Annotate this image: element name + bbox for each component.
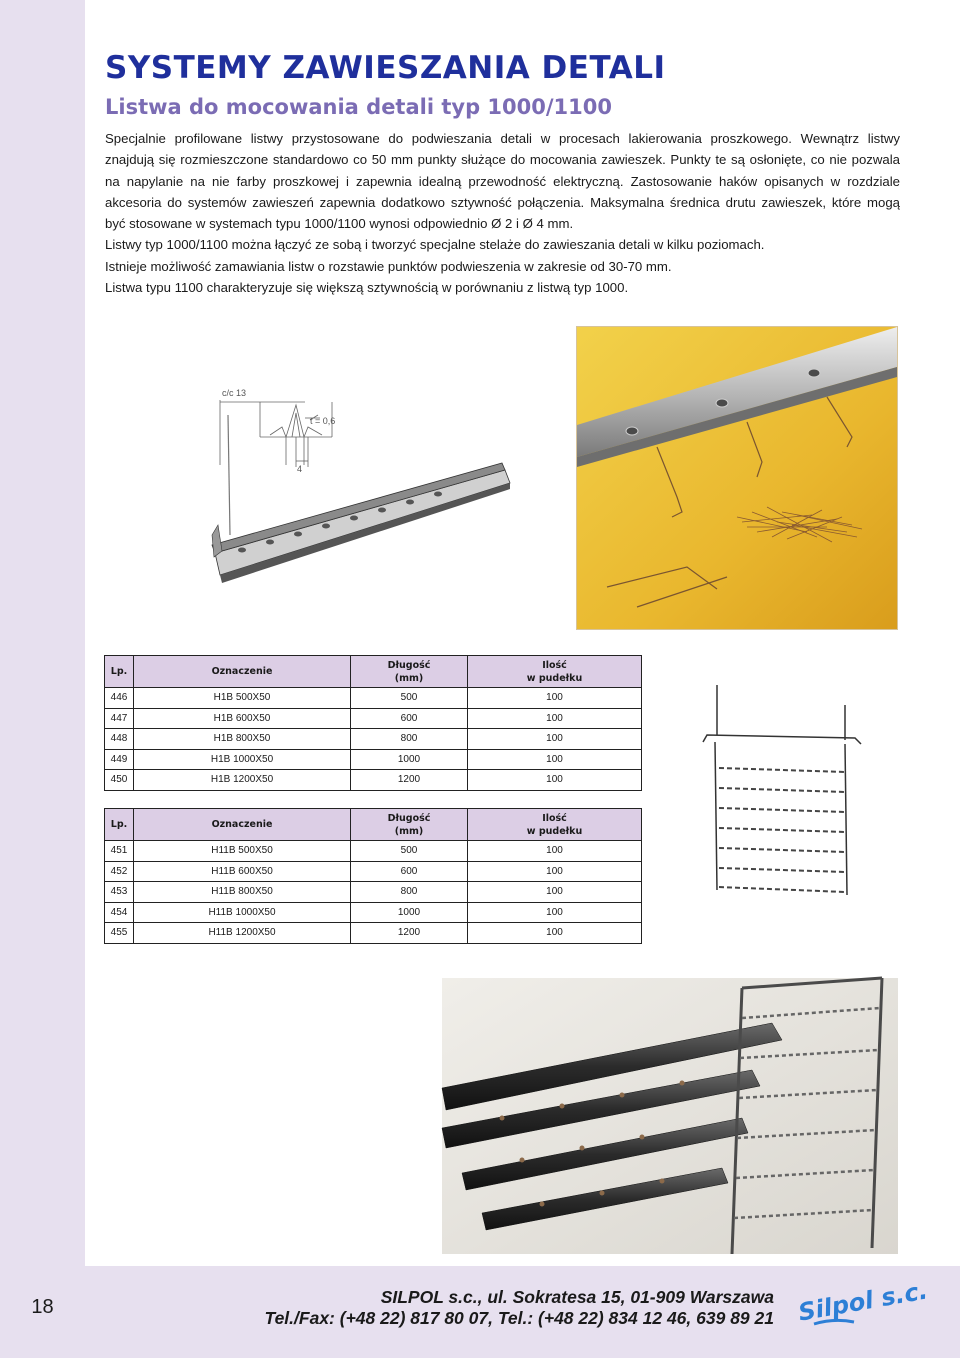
col-oznaczenie: Oznaczenie <box>134 656 351 688</box>
col-dlugosc-unit: (mm) <box>394 825 424 837</box>
col-ilosc-unit: w pudełku <box>526 672 583 684</box>
section-subtitle: Listwa do mocowania detali typ 1000/1100 <box>105 95 612 119</box>
table-row <box>105 841 642 862</box>
col-dlugosc <box>351 809 468 841</box>
col-dlugosc-unit: (mm) <box>394 672 424 684</box>
cell-dlugosc: 1200 <box>351 923 468 944</box>
cell-lp: 452 <box>105 861 134 882</box>
page-title: SYSTEMY ZAWIESZANIA DETALI <box>105 50 666 86</box>
cell-ilosc: 100 <box>468 708 642 729</box>
logo-text: Silpol s.c. <box>796 1276 930 1327</box>
cell-dlugosc: 600 <box>351 708 468 729</box>
cell-dlugosc: 800 <box>351 882 468 903</box>
col-dlugosc <box>351 656 468 688</box>
table-row <box>105 708 642 729</box>
footer-contact: Tel./Fax: (+48 22) 817 80 07, Tel.: (+48 22) 834 12 46, 639 89 21 <box>264 1308 774 1328</box>
cell-ilosc: 100 <box>468 770 642 791</box>
cell-ilosc: 100 <box>468 841 642 862</box>
cell-lp: 450 <box>105 770 134 791</box>
cell-lp: 447 <box>105 708 134 729</box>
col-ilosc-unit: w pudełku <box>526 825 583 837</box>
cell-dlugosc: 1000 <box>351 749 468 770</box>
col-dlugosc-label: Długość <box>387 659 431 671</box>
drawing-label-width: 4 <box>297 464 303 474</box>
table-row <box>105 729 642 750</box>
cell-lp: 448 <box>105 729 134 750</box>
cell-lp: 455 <box>105 923 134 944</box>
cell-dlugosc: 800 <box>351 729 468 750</box>
product-table-1100 <box>104 808 642 944</box>
page-number: 18 <box>31 1296 54 1318</box>
table-row <box>105 749 642 770</box>
cell-lp: 451 <box>105 841 134 862</box>
cell-oznaczenie: H1B 600X50 <box>134 708 351 729</box>
drawing-label-cc: c/c 13 <box>222 388 247 398</box>
cell-ilosc: 100 <box>468 882 642 903</box>
table-row <box>105 770 642 791</box>
drawing-label-thickness: t = 0,6 <box>310 416 336 426</box>
col-dlugosc-label: Długość <box>387 812 431 824</box>
cell-lp: 453 <box>105 882 134 903</box>
col-ilosc <box>468 656 642 688</box>
cell-dlugosc: 500 <box>351 841 468 862</box>
cell-lp: 449 <box>105 749 134 770</box>
cell-oznaczenie: H11B 1200X50 <box>134 923 351 944</box>
intro-line: Specjalnie profilowane listwy przystosowane do podwieszania detali w procesach lakierowania proszkowego. Wewnątrz listwy <box>105 131 900 146</box>
cell-ilosc: 100 <box>468 688 642 709</box>
col-ilosc-label: Ilość <box>542 659 567 671</box>
cell-dlugosc: 1000 <box>351 902 468 923</box>
cell-oznaczenie: H1B 1200X50 <box>134 770 351 791</box>
cell-oznaczenie: H11B 600X50 <box>134 861 351 882</box>
cell-oznaczenie: H1B 1000X50 <box>134 749 351 770</box>
intro-line: Istnieje możliwość zamawiania listw o rozstawie punktów podwieszenia w zakresie od 30-70 mm. <box>105 258 672 274</box>
footer-address: SILPOL s.c., ul. Sokratesa 15, 01-909 Warszawa <box>380 1287 774 1307</box>
cell-ilosc: 100 <box>468 902 642 923</box>
cell-oznaczenie: H1B 800X50 <box>134 729 351 750</box>
col-ilosc <box>468 809 642 841</box>
cell-dlugosc: 600 <box>351 861 468 882</box>
cell-ilosc: 100 <box>468 923 642 944</box>
table-row <box>105 688 642 709</box>
cell-lp: 454 <box>105 902 134 923</box>
intro-line: być stosowane w systemach typu 1000/1100 wynosi odpowiednio Ø 2 i Ø 4 mm. <box>105 216 574 232</box>
cell-dlugosc: 500 <box>351 688 468 709</box>
cell-ilosc: 100 <box>468 861 642 882</box>
table-row <box>105 902 642 923</box>
intro-line: Listwa typu 1100 charakteryzuje się większą sztywnością w porównaniu z listwą typ 1000. <box>105 280 629 296</box>
rail-profile-drawing <box>200 375 520 600</box>
cell-ilosc: 100 <box>468 729 642 750</box>
cell-oznaczenie: H11B 1000X50 <box>134 902 351 923</box>
intro-line: na napylanie na nie farby proszkowej i zapewnia idealną przewodność elektryczną. Zastosowanie haków opisanych w rozdziale <box>105 173 900 189</box>
table-row <box>105 882 642 903</box>
silpol-logo <box>794 1276 930 1334</box>
intro-text <box>105 128 900 298</box>
cell-oznaczenie: H11B 500X50 <box>134 841 351 862</box>
rack-drawing <box>695 680 870 900</box>
cell-oznaczenie: H1B 500X50 <box>134 688 351 709</box>
col-lp: Lp. <box>105 809 134 841</box>
col-ilosc-label: Ilość <box>542 812 567 824</box>
col-oznaczenie: Oznaczenie <box>134 809 351 841</box>
table-row <box>105 923 642 944</box>
product-table-1000 <box>104 655 642 791</box>
rails-and-rack-photo <box>442 978 898 1254</box>
cell-dlugosc: 1200 <box>351 770 468 791</box>
intro-line: znajdują się rozmieszczone standardowo co 50 mm punkty służące do mocowania zawieszek. Punkty te są osłonięte, co nie pozwala <box>105 152 900 168</box>
rail-with-hooks-photo <box>576 326 898 630</box>
cell-lp: 446 <box>105 688 134 709</box>
cell-oznaczenie: H11B 800X50 <box>134 882 351 903</box>
side-strip <box>0 0 85 1358</box>
table-row <box>105 861 642 882</box>
col-lp: Lp. <box>105 656 134 688</box>
intro-line: akcesoria do systemów zawieszeń zapewnia dodatkowo sztywność połączenia. Maksymalna średnica drutu zawieszek, które mogą <box>105 194 900 210</box>
cell-ilosc: 100 <box>468 749 642 770</box>
intro-line: Listwy typ 1000/1100 można łączyć ze sobą i tworzyć specjalne stelaże do zawieszania detali w kilku poziomach. <box>105 237 765 253</box>
